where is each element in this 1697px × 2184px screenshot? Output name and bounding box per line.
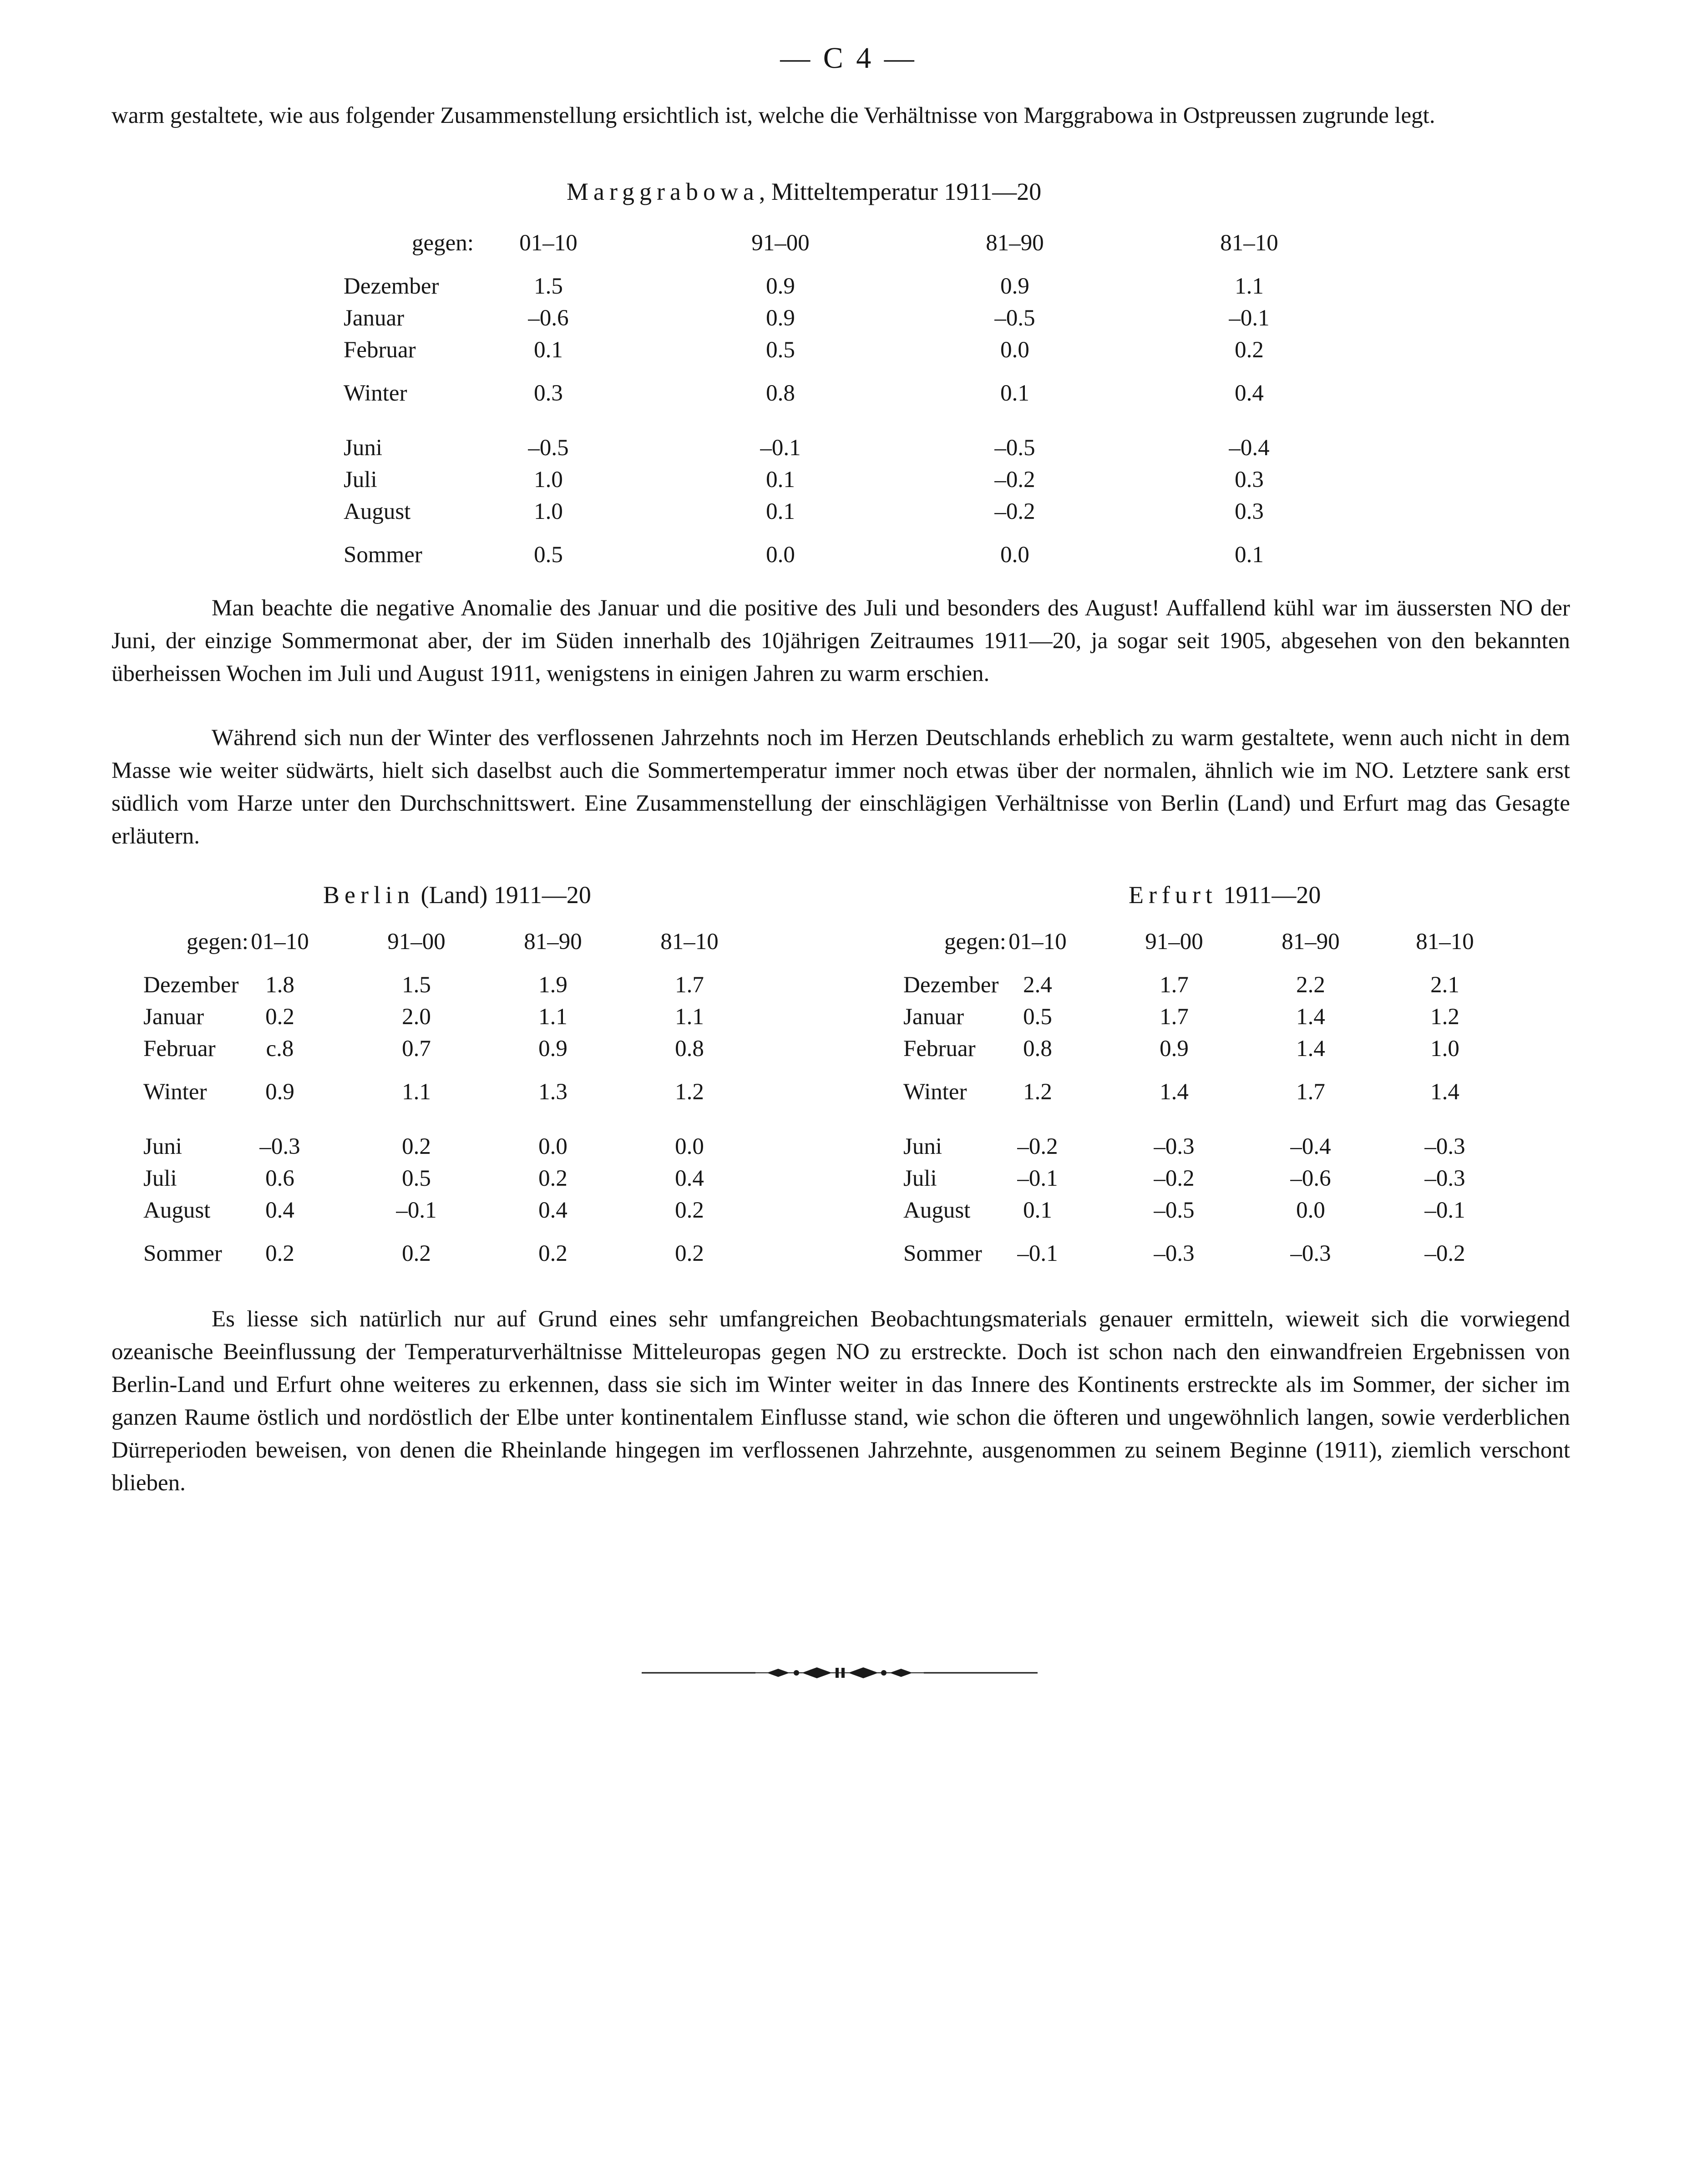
marggrabowa-value-cell: 0.9 — [1000, 274, 1029, 299]
marggrabowa-row-label: Dezember — [344, 274, 439, 299]
erfurt-value-cell: –0.6 — [1290, 1166, 1331, 1191]
berlin-row-label: August — [143, 1198, 211, 1223]
berlin-value-cell: 0.2 — [265, 1241, 294, 1266]
erfurt-title-rest: 1911—20 — [1217, 881, 1321, 909]
berlin-row-label: Dezember — [143, 972, 239, 998]
berlin-value-cell: 1.5 — [402, 972, 431, 998]
berlin-value-cell: 0.8 — [675, 1036, 704, 1062]
erfurt-value-cell: 0.1 — [1023, 1198, 1052, 1223]
erfurt-gegen-label: gegen: — [944, 929, 1006, 955]
erfurt-value-cell: 1.4 — [1296, 1004, 1325, 1030]
erfurt-row-label: Dezember — [903, 972, 999, 998]
berlin-value-cell: 0.2 — [538, 1166, 567, 1191]
marggrabowa-table-row — [344, 380, 1390, 412]
erfurt-table-row — [903, 1036, 1586, 1067]
berlin-table-row — [143, 1197, 853, 1229]
erfurt-table-title — [1129, 881, 1321, 909]
berlin-value-cell: 0.2 — [675, 1198, 704, 1223]
berlin-row-label: Januar — [143, 1004, 204, 1030]
marggrabowa-table-title — [567, 178, 1041, 206]
erfurt-value-cell: –0.2 — [1424, 1241, 1465, 1266]
berlin-value-cell: 0.4 — [538, 1198, 567, 1223]
berlin-column-header: 81–10 — [660, 929, 719, 955]
marggrabowa-value-cell: 1.0 — [534, 499, 563, 524]
erfurt-table-row — [903, 1079, 1586, 1111]
erfurt-value-cell: 0.5 — [1023, 1004, 1052, 1030]
page-number: — C 4 — — [780, 41, 917, 75]
berlin-table-row — [143, 972, 853, 1004]
marggrabowa-table-row — [344, 337, 1390, 369]
berlin-value-cell: 0.6 — [265, 1166, 294, 1191]
berlin-column-header: 81–90 — [524, 929, 582, 955]
erfurt-row-label: Winter — [903, 1079, 967, 1105]
marggrabowa-station-name: Marggrabowa — [567, 178, 759, 205]
marggrabowa-row-label: Juli — [344, 467, 377, 493]
erfurt-value-cell: –0.1 — [1017, 1166, 1058, 1191]
berlin-value-cell: 1.7 — [675, 972, 704, 998]
berlin-title-rest: (Land) 1911—20 — [414, 881, 591, 909]
erfurt-value-cell: –0.3 — [1154, 1134, 1195, 1159]
berlin-table-row — [143, 1079, 853, 1111]
marggrabowa-value-cell: 0.1 — [534, 337, 563, 363]
marggrabowa-value-cell: 0.0 — [1000, 542, 1029, 568]
berlin-header-row — [143, 929, 853, 960]
marggrabowa-header-row — [344, 230, 1390, 262]
berlin-value-cell: 1.8 — [265, 972, 294, 998]
marggrabowa-value-cell: 0.5 — [766, 337, 795, 363]
marggrabowa-value-cell: –0.2 — [994, 467, 1035, 493]
erfurt-value-cell: 0.8 — [1023, 1036, 1052, 1062]
erfurt-value-cell: –0.3 — [1424, 1134, 1465, 1159]
berlin-table-row — [143, 1165, 853, 1197]
berlin-value-cell: 1.3 — [538, 1079, 567, 1105]
marggrabowa-value-cell: –0.5 — [994, 305, 1035, 331]
erfurt-value-cell: –0.1 — [1424, 1198, 1465, 1223]
erfurt-table-row — [903, 972, 1586, 1004]
marggrabowa-table-row — [344, 542, 1390, 574]
marggrabowa-value-cell: –0.1 — [1229, 305, 1270, 331]
marggrabowa-value-cell: –0.5 — [994, 435, 1035, 461]
marggrabowa-column-header: 81–10 — [1220, 230, 1278, 256]
marggrabowa-row-label: Sommer — [344, 542, 422, 568]
berlin-value-cell: 0.9 — [265, 1079, 294, 1105]
erfurt-value-cell: 0.9 — [1160, 1036, 1189, 1062]
marggrabowa-row-label: Juni — [344, 435, 383, 461]
berlin-table-title — [323, 881, 591, 909]
erfurt-value-cell: 1.4 — [1160, 1079, 1189, 1105]
berlin-value-cell: 0.7 — [402, 1036, 431, 1062]
marggrabowa-value-cell: 0.0 — [766, 542, 795, 568]
erfurt-column-header: 01–10 — [1008, 929, 1067, 955]
marggrabowa-gegen-label: gegen: — [412, 230, 474, 256]
erfurt-value-cell: 1.4 — [1430, 1079, 1459, 1105]
berlin-value-cell: 0.4 — [265, 1198, 294, 1223]
berlin-value-cell: 1.9 — [538, 972, 567, 998]
marggrabowa-value-cell: 0.2 — [1235, 337, 1264, 363]
marggrabowa-value-cell: 0.5 — [534, 542, 563, 568]
erfurt-row-label: Februar — [903, 1036, 976, 1062]
erfurt-table-row — [903, 1197, 1586, 1229]
marggrabowa-table — [344, 230, 1390, 576]
berlin-table-row — [143, 1133, 853, 1165]
marggrabowa-value-cell: –0.2 — [994, 499, 1035, 524]
marggrabowa-value-cell: 1.5 — [534, 274, 563, 299]
marggrabowa-value-cell: 0.1 — [766, 499, 795, 524]
berlin-value-cell: 0.4 — [675, 1166, 704, 1191]
intro-paragraph: warm gestaltete, wie aus folgender Zusammenstellung ersichtlich ist, welche die Verhältnisse von Marggrabowa in Ostpreussen zugrunde legt. — [111, 103, 1435, 128]
berlin-column-header: 91–00 — [387, 929, 446, 955]
berlin-value-cell: 0.2 — [402, 1134, 431, 1159]
berlin-value-cell: 1.2 — [675, 1079, 704, 1105]
berlin-row-label: Winter — [143, 1079, 207, 1105]
marggrabowa-table-row — [344, 467, 1390, 498]
marggrabowa-value-cell: –0.4 — [1229, 435, 1270, 461]
erfurt-table — [903, 929, 1586, 1275]
erfurt-value-cell: –0.2 — [1154, 1166, 1195, 1191]
berlin-value-cell: 0.0 — [675, 1134, 704, 1159]
marggrabowa-row-label: Winter — [344, 381, 407, 406]
marggrabowa-value-cell: 0.0 — [1000, 337, 1029, 363]
paragraph-winter: Während sich nun der Winter des verflossenen Jahrzehnts noch im Herzen Deutschlands erheblich zu warm gestaltete, wenn auch nicht in dem Masse wie weiter südwärts, hielt sich daselbst auch die Sommertemperatur immer noch etwas über der normalen, ähnlich wie im NO. Letztere sank erst südlich vom Harze unter den Durchschnittswert. Eine Zusammenstellung der einschlägigen Verhältnisse von Berlin (Land) und Erfurt mag das Gesagte erläutern. — [111, 725, 1570, 849]
berlin-value-cell: –0.1 — [396, 1198, 437, 1223]
berlin-row-label: Juni — [143, 1134, 182, 1159]
erfurt-table-row — [903, 1133, 1586, 1165]
berlin-value-cell: 0.5 — [402, 1166, 431, 1191]
erfurt-value-cell: –0.4 — [1290, 1134, 1331, 1159]
erfurt-row-label: Sommer — [903, 1241, 982, 1266]
marggrabowa-value-cell: –0.5 — [528, 435, 569, 461]
berlin-row-label: Februar — [143, 1036, 216, 1062]
berlin-table-row — [143, 1004, 853, 1036]
marggrabowa-value-cell: 0.9 — [766, 305, 795, 331]
erfurt-value-cell: 1.7 — [1160, 1004, 1189, 1030]
erfurt-value-cell: –0.3 — [1290, 1241, 1331, 1266]
erfurt-column-header: 81–10 — [1416, 929, 1474, 955]
berlin-value-cell: 1.1 — [402, 1079, 431, 1105]
erfurt-value-cell: –0.5 — [1154, 1198, 1195, 1223]
erfurt-value-cell: 1.2 — [1023, 1079, 1052, 1105]
erfurt-table-row — [903, 1240, 1586, 1272]
marggrabowa-value-cell: 0.1 — [766, 467, 795, 493]
erfurt-value-cell: –0.3 — [1424, 1166, 1465, 1191]
berlin-value-cell: 2.0 — [402, 1004, 431, 1030]
ornamental-divider-icon — [642, 1664, 1038, 1682]
erfurt-station-name: Erfurt — [1129, 881, 1217, 909]
erfurt-value-cell: 1.0 — [1430, 1036, 1459, 1062]
marggrabowa-value-cell: 0.9 — [766, 274, 795, 299]
erfurt-column-header: 81–90 — [1282, 929, 1340, 955]
marggrabowa-value-cell: 0.1 — [1235, 542, 1264, 568]
berlin-row-label: Juli — [143, 1166, 177, 1191]
marggrabowa-value-cell: 0.3 — [1235, 467, 1264, 493]
marggrabowa-value-cell: 0.1 — [1000, 381, 1029, 406]
erfurt-value-cell: –0.3 — [1154, 1241, 1195, 1266]
erfurt-value-cell: 1.7 — [1296, 1079, 1325, 1105]
erfurt-value-cell: 1.7 — [1160, 972, 1189, 998]
marggrabowa-title-rest: , Mitteltemperatur 1911—20 — [759, 178, 1042, 205]
berlin-value-cell: 1.1 — [675, 1004, 704, 1030]
berlin-gegen-label: gegen: — [187, 929, 248, 955]
marggrabowa-table-row — [344, 498, 1390, 530]
berlin-table-row — [143, 1240, 853, 1272]
marggrabowa-table-row — [344, 305, 1390, 337]
berlin-value-cell: 0.2 — [675, 1241, 704, 1266]
berlin-row-label: Sommer — [143, 1241, 222, 1266]
berlin-table-row — [143, 1036, 853, 1067]
berlin-value-cell: 0.2 — [538, 1241, 567, 1266]
marggrabowa-row-label: August — [344, 499, 411, 524]
berlin-station-name: Berlin — [323, 881, 415, 909]
berlin-column-header: 01–10 — [251, 929, 309, 955]
marggrabowa-value-cell: 0.3 — [534, 381, 563, 406]
marggrabowa-table-row — [344, 435, 1390, 467]
erfurt-table-row — [903, 1165, 1586, 1197]
erfurt-header-row — [903, 929, 1586, 960]
erfurt-value-cell: 2.4 — [1023, 972, 1052, 998]
marggrabowa-column-header: 01–10 — [519, 230, 577, 256]
erfurt-value-cell: –0.1 — [1017, 1241, 1058, 1266]
berlin-value-cell: 0.9 — [538, 1036, 567, 1062]
erfurt-value-cell: 2.2 — [1296, 972, 1325, 998]
paragraph-anomalie: Man beachte die negative Anomalie des Januar und die positive des Juli und besonders des August! Auffallend kühl war im äussersten NO der Juni, der einzige Sommermonat aber, der im Süden innerhalb des 10jährigen Zeitraumes 1911—20, ja sogar seit 1905, abgesehen von den bekannten überheissen Wochen im Juli und August 1911, wenigstens in einigen Jahren zu warm erschien. — [111, 595, 1570, 686]
erfurt-value-cell: 0.0 — [1296, 1198, 1325, 1223]
berlin-value-cell: 0.0 — [538, 1134, 567, 1159]
marggrabowa-column-header: 81–90 — [986, 230, 1044, 256]
marggrabowa-row-label: Januar — [344, 305, 405, 331]
berlin-table — [143, 929, 853, 1275]
marggrabowa-value-cell: 0.3 — [1235, 499, 1264, 524]
erfurt-row-label: Januar — [903, 1004, 964, 1030]
erfurt-column-header: 91–00 — [1145, 929, 1203, 955]
marggrabowa-value-cell: 1.1 — [1235, 274, 1264, 299]
marggrabowa-value-cell: 1.0 — [534, 467, 563, 493]
marggrabowa-row-label: Februar — [344, 337, 416, 363]
berlin-value-cell: c.8 — [266, 1036, 294, 1062]
marggrabowa-value-cell: –0.6 — [528, 305, 569, 331]
marggrabowa-value-cell: 0.8 — [766, 381, 795, 406]
marggrabowa-column-header: 91–00 — [751, 230, 810, 256]
erfurt-value-cell: 1.4 — [1296, 1036, 1325, 1062]
berlin-value-cell: –0.3 — [259, 1134, 300, 1159]
berlin-value-cell: 0.2 — [402, 1241, 431, 1266]
berlin-value-cell: 1.1 — [538, 1004, 567, 1030]
erfurt-value-cell: 1.2 — [1430, 1004, 1459, 1030]
erfurt-value-cell: 2.1 — [1430, 972, 1459, 998]
erfurt-row-label: Juli — [903, 1166, 937, 1191]
marggrabowa-value-cell: 0.4 — [1235, 381, 1264, 406]
erfurt-row-label: Juni — [903, 1134, 942, 1159]
berlin-value-cell: 0.2 — [265, 1004, 294, 1030]
paragraph-ozeanisch: Es liesse sich natürlich nur auf Grund eines sehr umfangreichen Beobachtungsmaterials genauer ermitteln, wieweit sich die vorwiegend ozeanische Beeinflussung der Temperaturverhältnisse Mitteleuropas gegen NO zu erstreckte. Doch ist schon nach den einwandfreien Ergebnissen von Berlin-Land und Erfurt ohne weiteres zu erkennen, dass sie sich im Winter weiter in das Innere des Kontinents erstreckte als im Sommer, der sicher im ganzen Raume östlich und nordöstlich der Elbe unter kontinentalem Einflusse stand, wie schon die öfteren und ungewöhnlich langen, sowie verderblichen Dürreperioden beweisen, von denen die Rheinlande hingegen im verflossenen Jahrzehnte, ausgenommen zu seinem Beginne (1911), ziemlich verschont blieben. — [111, 1306, 1570, 1496]
erfurt-table-row — [903, 1004, 1586, 1036]
marggrabowa-table-row — [344, 273, 1390, 305]
erfurt-row-label: August — [903, 1198, 971, 1223]
erfurt-value-cell: –0.2 — [1017, 1134, 1058, 1159]
marggrabowa-value-cell: –0.1 — [760, 435, 801, 461]
